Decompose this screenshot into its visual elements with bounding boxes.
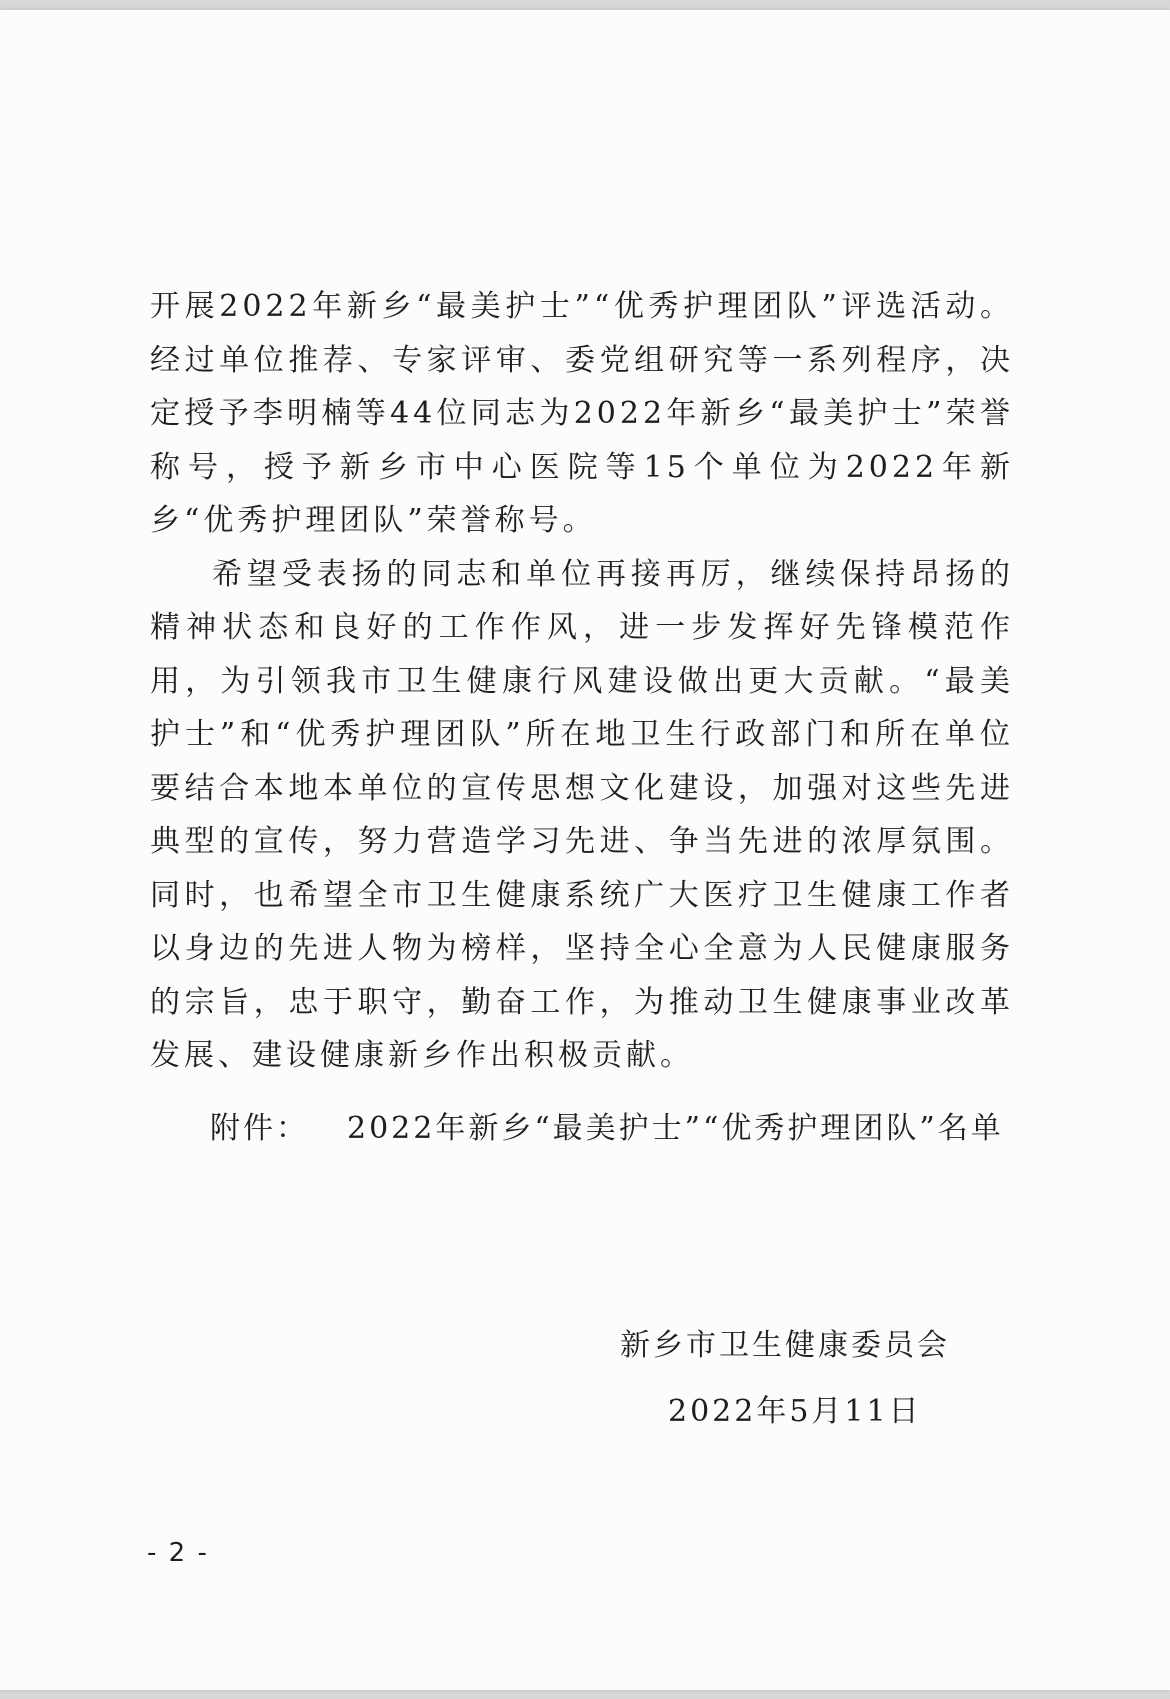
- body-paragraph-2: 希望受表扬的同志和单位再接再厉，继续保持昂扬的精神状态和良好的工作作风，进一步发挥好先锋模范作用，为引领我市卫生健康行风建设做出更大贡献。“最美护士”和“优秀护理团队”所在地卫生行政部门和所在单位要结合本地本单位的宣传思想文化建设，加强对这些先进典型的宣传，努力营造学习先进、争当先进的浓厚氛围。同时，也希望全市卫生健康系统广大医疗卫生健康工作者以身边的先进人物为榜样，坚持全心全意为人民健康服务的宗旨，忠于职守，勤奋工作，为推动卫生健康事业改革发展、建设健康新乡作出积极贡献。: [150, 556, 1014, 1073]
- signature-block: [620, 1320, 950, 1430]
- attachment-line: [210, 1103, 1004, 1147]
- attachment-label: 附件：: [210, 1111, 309, 1146]
- document-page: [0, 10, 1170, 1690]
- signature-date: 2022年5月11日: [668, 1394, 922, 1429]
- document-body: [150, 280, 1014, 1083]
- page-number: - 2 -: [147, 1538, 209, 1568]
- attachment-title: 2022年新乡“最美护士”“优秀护理团队”名单: [347, 1111, 1004, 1146]
- signature-organization: 新乡市卫生健康委员会: [620, 1328, 950, 1363]
- body-paragraph-1: 开展2022年新乡“最美护士”“优秀护理团队”评选活动。经过单位推荐、专家评审、委党组研究等一系列程序，决定授予李明楠等44位同志为2022年新乡“最美护士”荣誉称号，授予新乡市中心医院等15个单位为2022年新乡“优秀护理团队”荣誉称号。: [150, 289, 1014, 538]
